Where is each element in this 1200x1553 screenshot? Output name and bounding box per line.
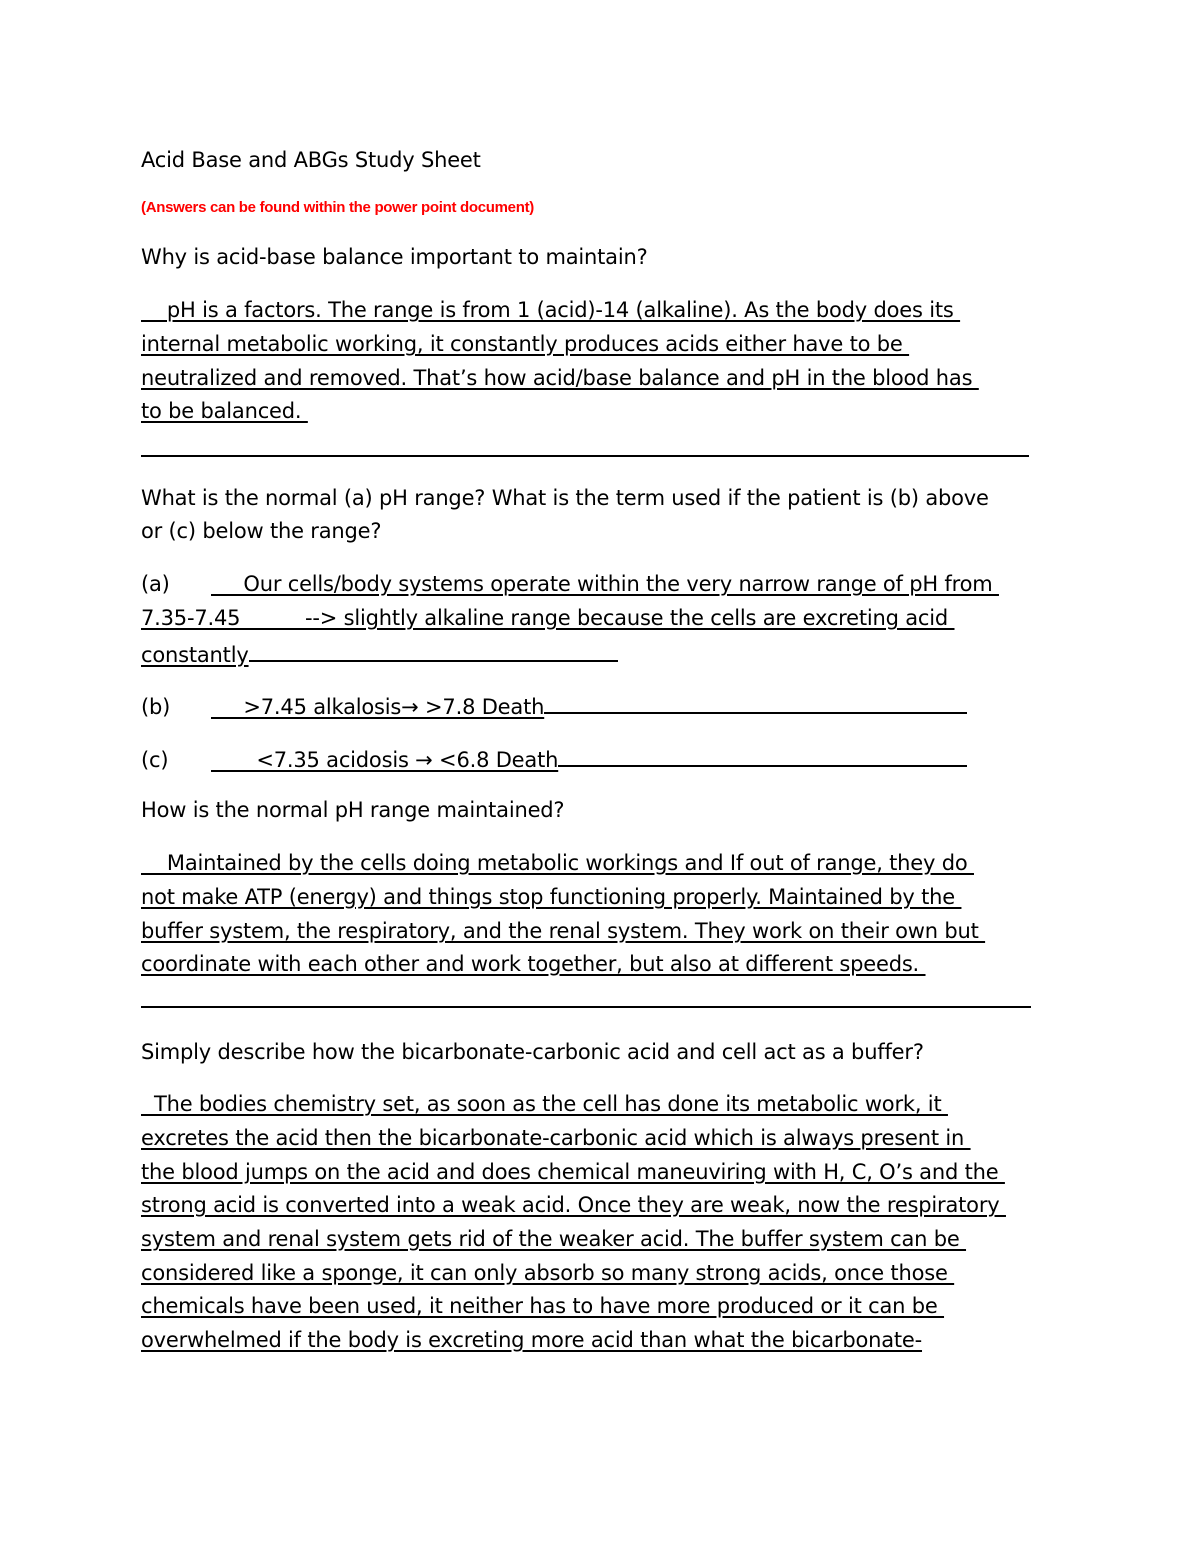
answer-2a-line-1: Our cells/body systems operate within the very narrow range of pH from [211, 572, 999, 596]
answer-1-blank-rule [141, 455, 1029, 457]
answer-2a-label: (a) [141, 572, 170, 596]
answer-2c-fill-line [558, 743, 967, 767]
document-title: Acid Base and ABGs Study Sheet [141, 148, 481, 172]
question-1: Why is acid-base balance important to maintain? [141, 245, 648, 269]
answer-2b-text: >7.45 alkalosis→ >7.8 Death [211, 695, 545, 719]
answer-4-line-6: considered like a sponge, it can only absorb so many strong acids, once those [141, 1261, 955, 1285]
answer-4-line-1: The bodies chemistry set, as soon as the cell has done its metabolic work, it [141, 1092, 948, 1116]
answer-3-line-4: coordinate with each other and work together, but also at different speeds. [141, 952, 926, 976]
answer-1-line-1: pH is a factors. The range is from 1 (acid)-14 (alkaline). As the body does its [141, 298, 961, 322]
question-3: How is the normal pH range maintained? [141, 798, 565, 822]
answer-2a-line-2: 7.35-7.45 --> slightly alkaline range because the cells are excreting acid [141, 606, 955, 630]
answer-2b-label: (b) [141, 695, 171, 719]
answer-3-line-3: buffer system, the respiratory, and the renal system. They work on their own but [141, 919, 986, 943]
answer-2a-fill-line [249, 638, 618, 662]
answer-4-line-5: system and renal system gets rid of the weaker acid. The buffer system can be [141, 1227, 967, 1251]
answer-1-line-3: neutralized and removed. That’s how acid/base balance and pH in the blood has [141, 366, 979, 390]
answer-2c-label: (c) [141, 748, 169, 772]
question-2-line-1: What is the normal (a) pH range? What is the term used if the patient is (b) above [141, 486, 989, 510]
answer-2b-fill-line [544, 690, 967, 714]
answer-2c-row [141, 743, 967, 774]
answer-3-line-1: Maintained by the cells doing metabolic workings and If out of range, they do [141, 851, 974, 875]
answer-4-line-2: excretes the acid then the bicarbonate-carbonic acid which is always present in [141, 1126, 971, 1150]
answer-4-line-8: overwhelmed if the body is excreting more acid than what the bicarbonate- [141, 1328, 923, 1352]
answer-2b-row [141, 690, 967, 721]
answer-1-line-4: to be balanced. [141, 399, 308, 423]
answer-2c-text: <7.35 acidosis → <6.8 Death [211, 748, 559, 772]
answer-3-blank-rule [141, 1006, 1031, 1008]
answer-2a-row [141, 570, 999, 598]
question-4: Simply describe how the bicarbonate-carbonic acid and cell act as a buffer? [141, 1040, 924, 1064]
answer-4-line-7: chemicals have been used, it neither has to have more produced or it can be [141, 1294, 945, 1318]
answer-1-line-2: internal metabolic working, it constantly produces acids either have to be [141, 332, 910, 356]
answer-4-line-3: the blood jumps on the acid and does chemical maneuviring with H, C, O’s and the [141, 1160, 1005, 1184]
question-2-line-2: or (c) below the range? [141, 519, 382, 543]
answer-3-line-2: not make ATP (energy) and things stop functioning properly. Maintained by the [141, 885, 962, 909]
answers-note: (Answers can be found within the power point document) [141, 199, 534, 216]
answer-2a-line-3: constantly [141, 643, 249, 667]
answer-2a-row-3 [141, 638, 618, 669]
answer-4-line-4: strong acid is converted into a weak acid. Once they are weak, now the respiratory [141, 1193, 1006, 1217]
